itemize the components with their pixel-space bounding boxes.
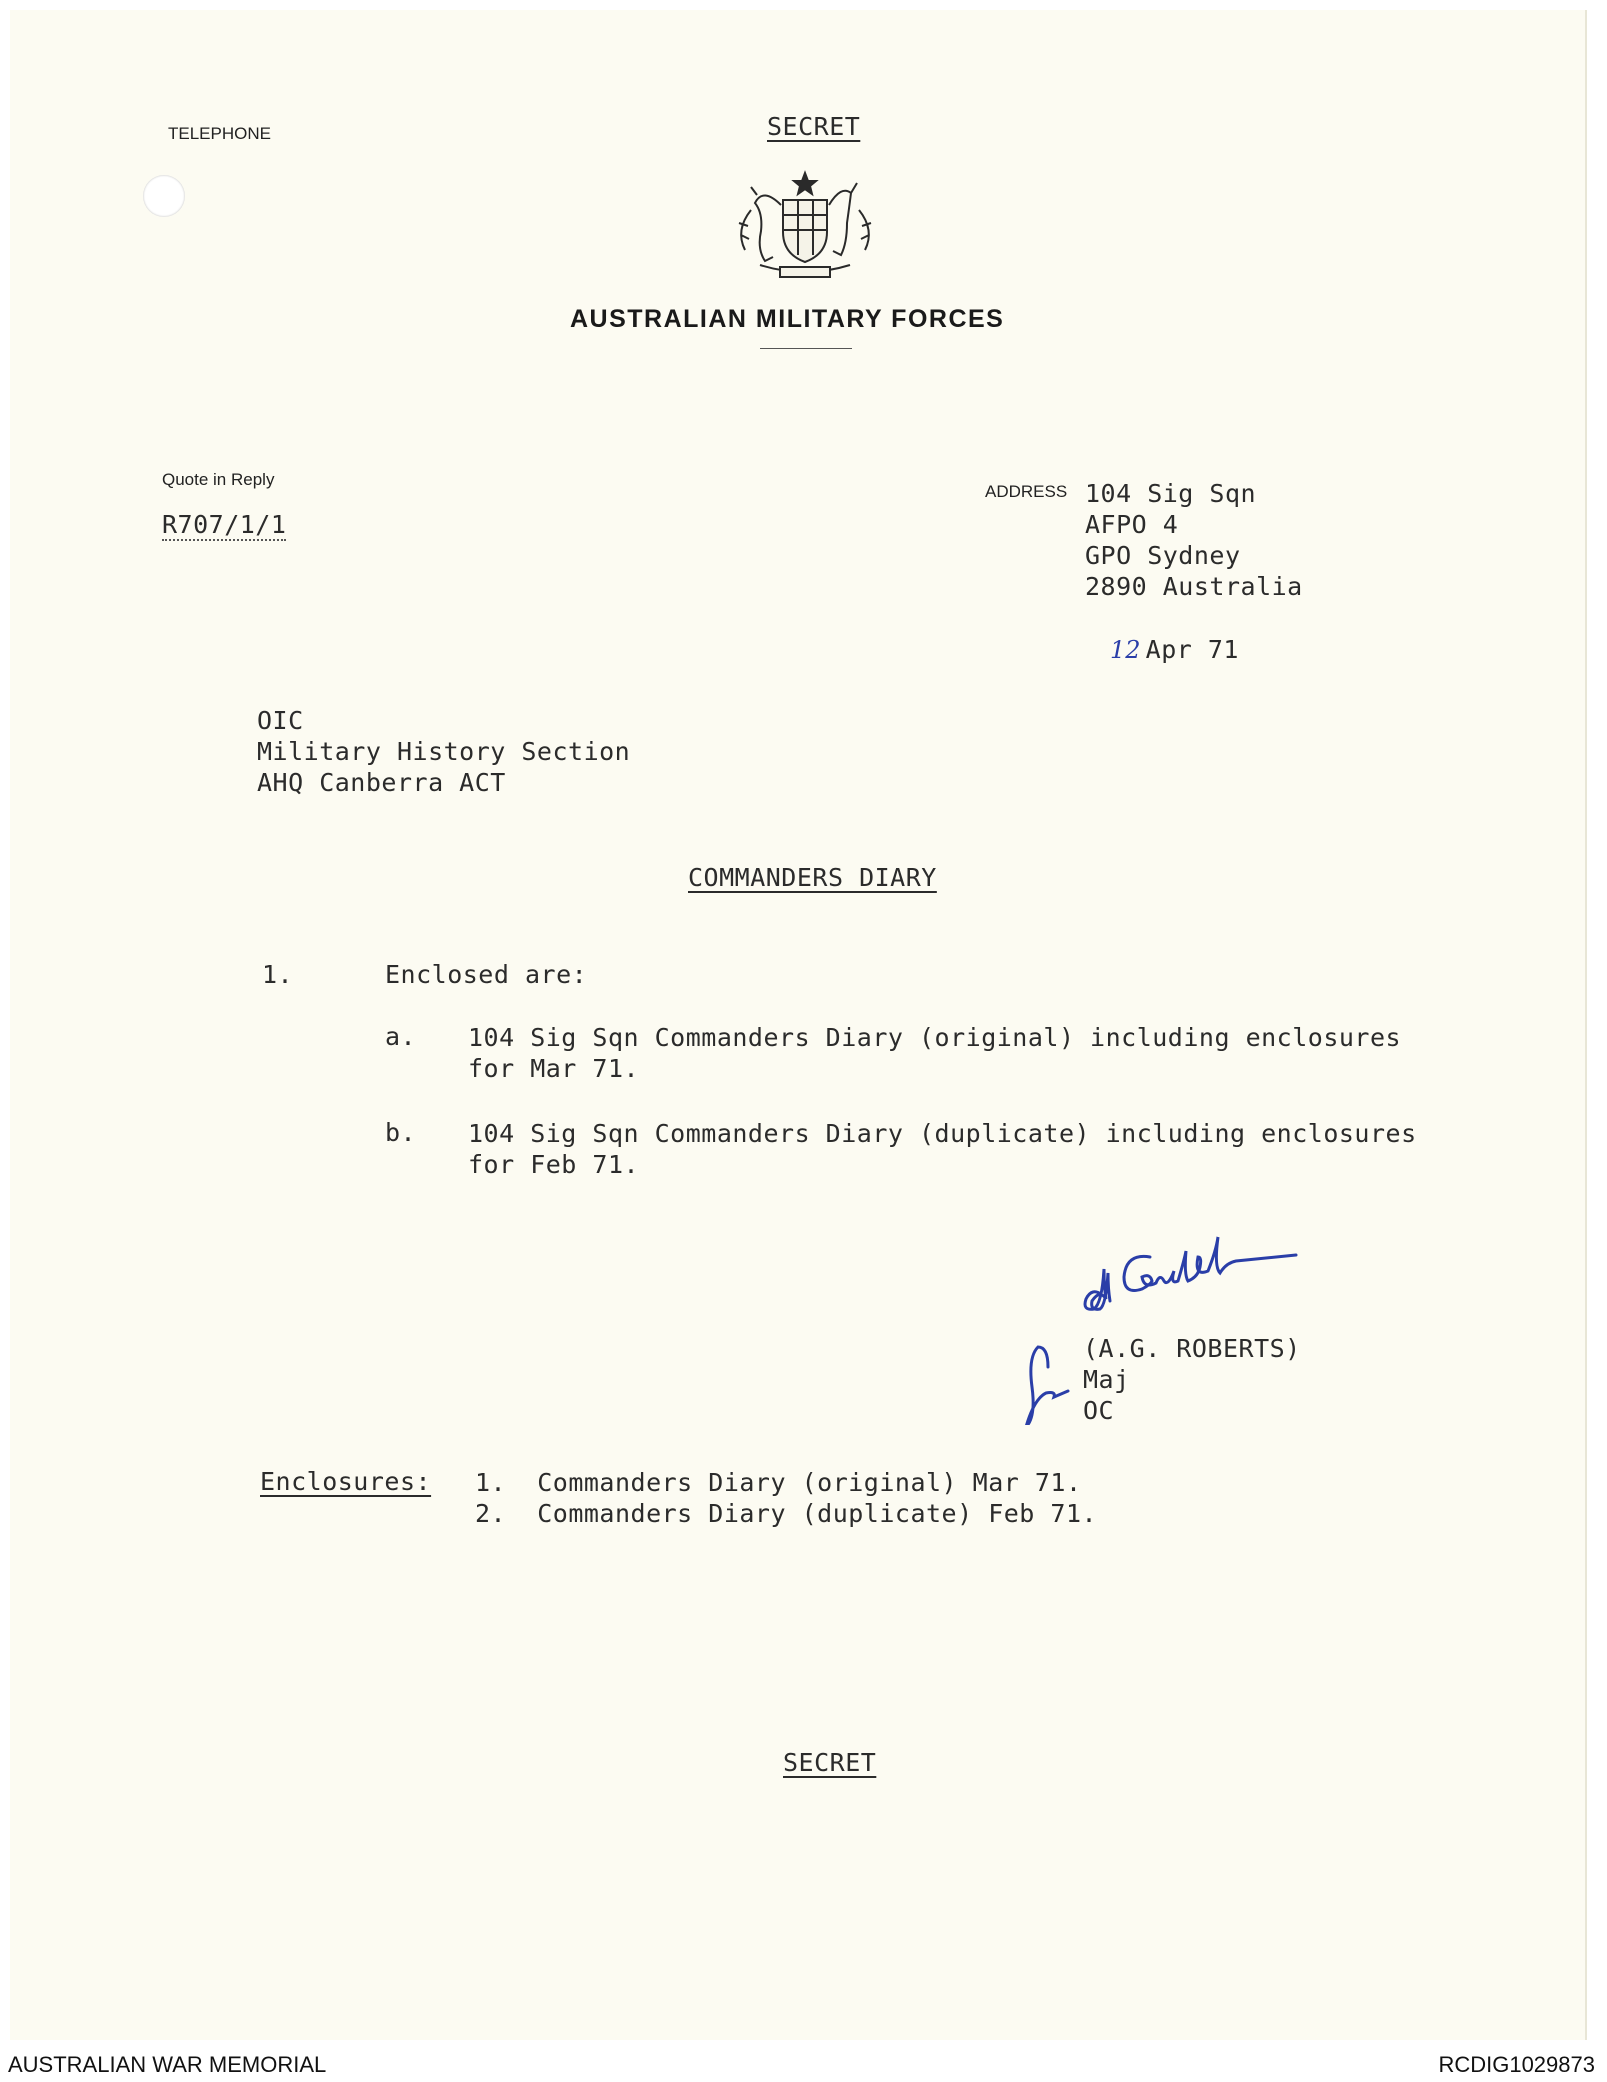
item-line: for Feb 71. — [468, 1150, 640, 1179]
date-month-year: Apr 71 — [1145, 635, 1239, 664]
recipient-line: Military History Section — [257, 737, 631, 766]
subject-heading: COMMANDERS DIARY — [688, 863, 937, 892]
classification-top: SECRET — [767, 112, 861, 141]
enclosures-list — [475, 1467, 1097, 1529]
address-line: GPO Sydney — [1085, 541, 1241, 570]
address-line: AFPO 4 — [1085, 510, 1179, 539]
item-text — [468, 1118, 1417, 1180]
org-name: AUSTRALIAN MILITARY FORCES — [570, 305, 1005, 333]
signer-rank: Maj — [1083, 1365, 1130, 1394]
recipient-block — [257, 705, 630, 798]
date-day-handwritten: 12 — [1110, 636, 1141, 664]
item-line: 104 Sig Sqn Commanders Diary (original) including enclosures — [468, 1023, 1402, 1052]
enclosure-text: Commanders Diary (original) Mar 71. — [537, 1468, 1082, 1497]
telephone-label: TELEPHONE — [168, 124, 271, 143]
quote-in-reply-label: Quote in Reply — [162, 470, 275, 489]
recipient-line: OIC — [257, 706, 304, 735]
item-label: b. — [385, 1118, 417, 1147]
footer-record-id: RCDIG1029873 — [1438, 2052, 1595, 2077]
address-line: 2890 Australia — [1085, 572, 1303, 601]
title-divider — [760, 348, 852, 349]
letter-page — [10, 10, 1585, 2040]
enclosure-item — [475, 1467, 1097, 1498]
address-block — [1085, 478, 1303, 602]
item-line: 104 Sig Sqn Commanders Diary (duplicate) including enclosures — [468, 1119, 1417, 1148]
enclosure-number: 2. — [475, 1499, 507, 1528]
address-line: 104 Sig Sqn — [1085, 479, 1257, 508]
item-line: for Mar 71. — [468, 1054, 640, 1083]
enclosure-text: Commanders Diary (duplicate) Feb 71. — [537, 1499, 1098, 1528]
footer-archive-name: AUSTRALIAN WAR MEMORIAL — [8, 2052, 327, 2077]
address-label: ADDRESS — [985, 482, 1068, 501]
paragraph-number: 1. — [262, 960, 294, 989]
file-reference: R707/1/1 — [162, 510, 287, 539]
enclosure-item — [475, 1498, 1097, 1529]
classification-bottom: SECRET — [783, 1748, 877, 1777]
item-text — [468, 1022, 1401, 1084]
paragraph-text: Enclosed are: — [385, 960, 588, 989]
signature-block — [1083, 1333, 1301, 1426]
coat-of-arms-icon — [725, 165, 885, 290]
letter-date — [1110, 635, 1239, 664]
signer-name: (A.G. ROBERTS) — [1083, 1334, 1301, 1363]
item-label: a. — [385, 1022, 417, 1051]
enclosure-number: 1. — [475, 1468, 507, 1497]
recipient-line: AHQ Canberra ACT — [257, 768, 506, 797]
signer-position: OC — [1083, 1396, 1115, 1425]
enclosures-label: Enclosures: — [260, 1467, 432, 1496]
punch-hole — [143, 175, 185, 217]
